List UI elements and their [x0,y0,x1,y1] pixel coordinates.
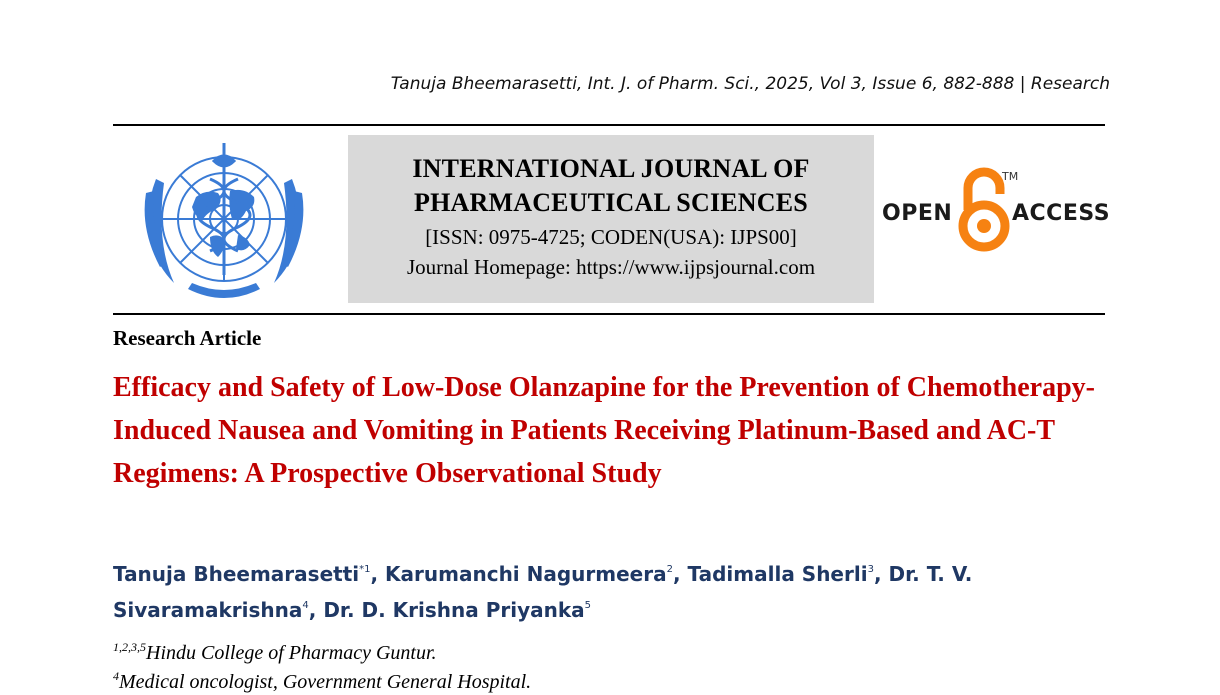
affiliation-text: Medical oncologist, Government General Hospital. [119,671,532,693]
trademark-mark: TM [1002,170,1019,183]
author-affiliation-marker: 5 [584,600,592,611]
author-affiliation-marker: *1 [359,564,371,575]
author-affiliation-marker: 3 [867,564,874,575]
author-name[interactable]: Dr. T. V. Sivaramakrishna [113,562,973,622]
journal-masthead [348,135,874,303]
author-affiliation-marker: 4 [302,600,309,611]
affiliation [113,669,531,694]
journal-name-line2: PHARMACEUTICAL SCIENCES [414,188,808,217]
affiliation-marker: 1,2,3,5 [113,640,146,654]
author-name[interactable]: Tadimalla Sherli [687,562,868,586]
journal-emblem-icon [126,139,322,305]
article-title: Efficacy and Safety of Low-Dose Olanzapine for the Prevention of Chemotherapy-Induced Nausea and Vomiting in Patients Receiving Platinum-Based and AC-T Regimens: A Prospective Observational Study [113,372,1095,489]
affiliation-marker: 4 [113,669,119,683]
journal-homepage[interactable]: Journal Homepage: https://www.ijpsjournal.com [406,255,816,279]
open-access-logo [880,166,1111,252]
author-separator: , [308,598,324,622]
author-name[interactable]: Karumanchi Nagurmeera [385,562,667,586]
author-separator: , [672,562,688,586]
journal-issn: [ISSN: 0975-4725; CODEN(USA): IJPS00] [425,225,797,249]
author-affiliation-marker: 2 [666,564,673,575]
journal-name-line1: INTERNATIONAL JOURNAL OF [412,154,810,183]
running-head: Tanuja Bheemarasetti, Int. J. of Pharm. Sci., 2025, Vol 3, Issue 6, 882-888 | Research [390,74,1110,94]
author-separator: , [370,562,386,586]
header-rule-bottom [113,313,1105,315]
header-rule-top [113,124,1105,126]
affiliation [113,640,437,665]
author-separator: , [873,562,889,586]
open-access-word-access: ACCESS [1012,201,1111,226]
open-access-word-open: OPEN [882,201,953,226]
author-list [113,554,1103,626]
article-type: Research Article [113,326,262,350]
author-name[interactable]: Dr. D. Krishna Priyanka [323,598,585,622]
author-name[interactable]: Tanuja Bheemarasetti [113,562,360,586]
affiliation-text: Hindu College of Pharmacy Guntur. [146,642,437,664]
